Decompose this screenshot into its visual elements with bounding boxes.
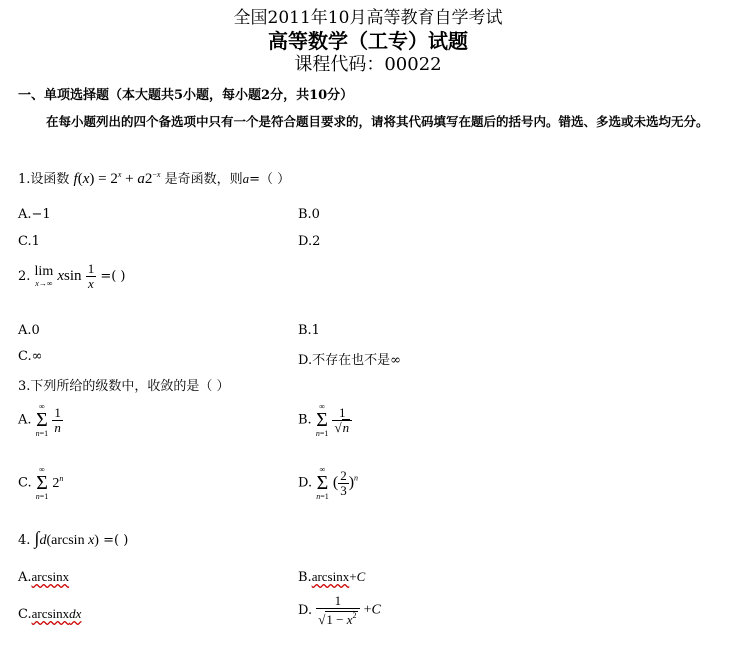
q1-tail: =（ ） (249, 172, 291, 187)
q3-option-c: C. ∞ Σ n=1 2$^n$ (18, 465, 64, 501)
q2-option-c: C.∞ (18, 349, 43, 364)
exam-title-line1: 全国2011年10月高等教育自学考试 (233, 8, 503, 28)
question-1 (18, 168, 290, 188)
q4-option-b: B.arcsinx+C (298, 569, 366, 585)
question-3: 3.下列所给的级数中，收敛的是（ ） (18, 379, 230, 394)
q3-option-b: B. ∞ Σ n=1 $\frac{1}{√n}$ (298, 402, 352, 438)
q2-option-d: D.不存在也不是∞ (298, 353, 401, 368)
q4-formula: ∫d(arcsin x) (34, 528, 99, 548)
q2-option-b: B.1 (298, 323, 320, 338)
q3-option-a: A. ∞ Σ n=1 $\frac{1}{n}$ (18, 402, 61, 438)
q4-option-c: C.arcsinxdx (18, 606, 82, 622)
q3-option-d: D. ∞ Σ n=1 ( $\frac{2}{3}$ )$^n$ (298, 465, 359, 501)
section-instruction: 在每小题列出的四个备选项中只有一个是符合题目要求的，请将其代码填写在题后的括号内。错选、多选或未选均无分。 (46, 114, 709, 129)
question-4 (18, 528, 128, 549)
q1-option-c: C.1 (18, 234, 40, 249)
q1-prefix: 1.设函数 (18, 172, 70, 187)
q1-option-a: A.−1 (18, 207, 51, 222)
exam-title-line2: 高等数学（工专）试题 (268, 29, 468, 53)
q2-tail: =( ) (100, 269, 126, 284)
section-heading: 一、单项选择题（本大题共5小题，每小题2分，共10分） (18, 88, 354, 103)
q4-prefix: 4. (18, 533, 31, 548)
q1-option-d: D.2 (298, 234, 321, 249)
q1-var: a (242, 171, 250, 186)
q4-tail: =( ) (103, 533, 129, 548)
course-code: 课程代码：00022 (294, 54, 442, 75)
q4-option-d: D. $\frac{1}{√1 - x^2}$ +C (298, 593, 381, 627)
q1-formula: $f(x) = 2^x + a2^{-x}$ (73, 170, 161, 187)
question-2 (18, 262, 126, 291)
q2-option-a: A.0 (18, 323, 40, 338)
q2-prefix: 2. (18, 269, 31, 284)
q4-option-a: A.arcsinx (18, 569, 70, 585)
q1-option-b: B.0 (298, 207, 320, 222)
q1-suffix: 是奇函数，则 (164, 172, 243, 187)
q2-formula: lim x→∞ xsin $\frac{1}{x}$ (34, 261, 95, 291)
